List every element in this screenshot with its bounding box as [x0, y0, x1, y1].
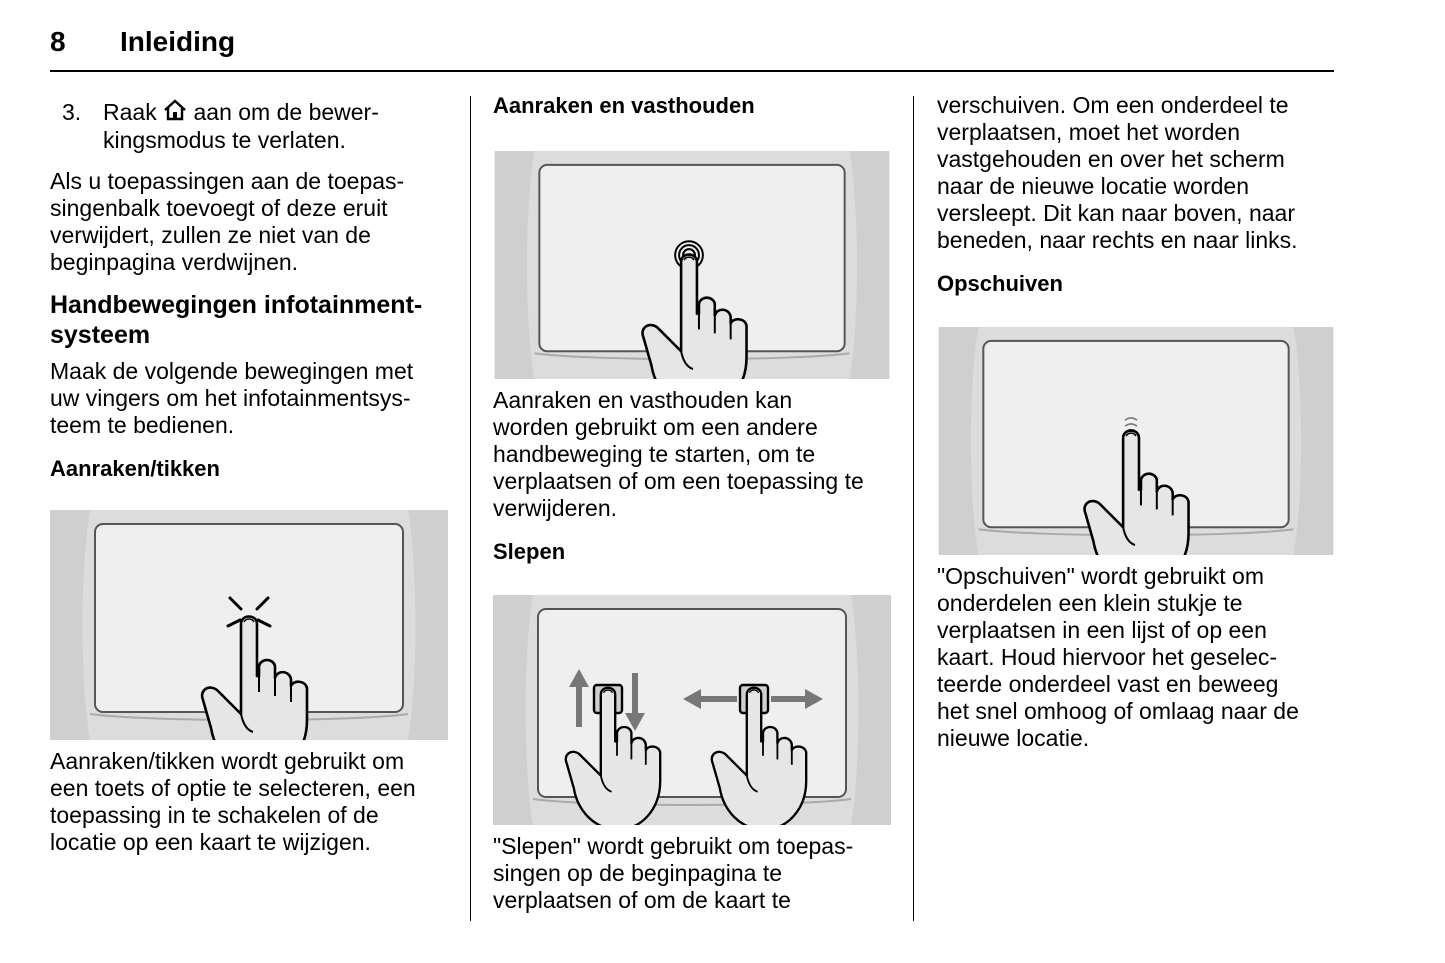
paragraph-drag-continued: verschuiven. Om een onderdeel te verplaatsen, moet het worden vastgehouden en over het scherm naar de nieuwe locatie worden versleept. Dit kan naar boven, naar beneden, naar rechts en naar links.: [937, 92, 1298, 253]
paragraph-toolbar-note: Als u toepassingen aan de toepas- singenbalk toevoegt of deze eruit verwijdert, zullen ze niet van de beginpagina verdwijnen.: [50, 168, 405, 275]
page-number: 8: [50, 26, 66, 57]
subheading-drag: Slepen: [493, 539, 566, 564]
subheading-nudge: Opschuiven: [937, 271, 1063, 296]
tap-gesture-icon: [50, 510, 448, 740]
page-header: [50, 26, 1334, 72]
list-item-3: [50, 98, 450, 154]
touch-hold-gesture-icon: [493, 151, 891, 379]
list-line-1: [103, 98, 450, 126]
caption-nudge: "Opschuiven" wordt gebruikt om onderdelen een klein stukje te verplaatsen in een lijst of op een kaart. Houd hiervoor het geselec- teerde onderdeel vast en beweeg het snel omhoog of omlaag naar de nieuwe locatie.: [937, 563, 1299, 751]
caption-drag: "Slepen" wordt gebruikt om toepas- singen op de beginpagina te verplaatsen of om de kaart te: [493, 833, 854, 913]
column-divider-1: [470, 96, 471, 921]
column-3: [937, 92, 1337, 752]
caption-tap: Aanraken/tikken wordt gebruikt om een toets of optie te selecteren, een toepassing in te schakelen of de locatie op een kaart te wijzigen.: [50, 748, 416, 855]
column-divider-2: [913, 96, 914, 921]
column-2: [493, 92, 893, 914]
list-text-before-icon: Raak: [103, 99, 157, 125]
list-number: 3.: [62, 99, 82, 125]
list-text-after-icon: aan om de bewer-: [193, 99, 379, 125]
subheading-tap: Aanraken/tikken: [50, 456, 220, 481]
paragraph-gestures-intro: Maak de volgende bewegingen met uw vingers om het infotainmentsys- teem te bedienen.: [50, 358, 414, 438]
section-heading-gestures: Handbewegingen infotainment- systeem: [50, 291, 423, 349]
subheading-touch-hold: Aanraken en vasthouden: [493, 93, 755, 118]
caption-touch-hold: Aanraken en vasthouden kan worden gebruikt om een andere handbeweging te starten, om te verplaatsen of om een toepassing te verwijderen.: [493, 387, 864, 521]
home-icon: [163, 98, 187, 122]
nudge-gesture-icon: [937, 327, 1335, 555]
column-1: [50, 92, 450, 856]
chapter-title: Inleiding: [120, 26, 236, 57]
drag-gesture-icon: [493, 595, 891, 825]
list-line-2: kingsmodus te verlaten.: [103, 127, 346, 153]
